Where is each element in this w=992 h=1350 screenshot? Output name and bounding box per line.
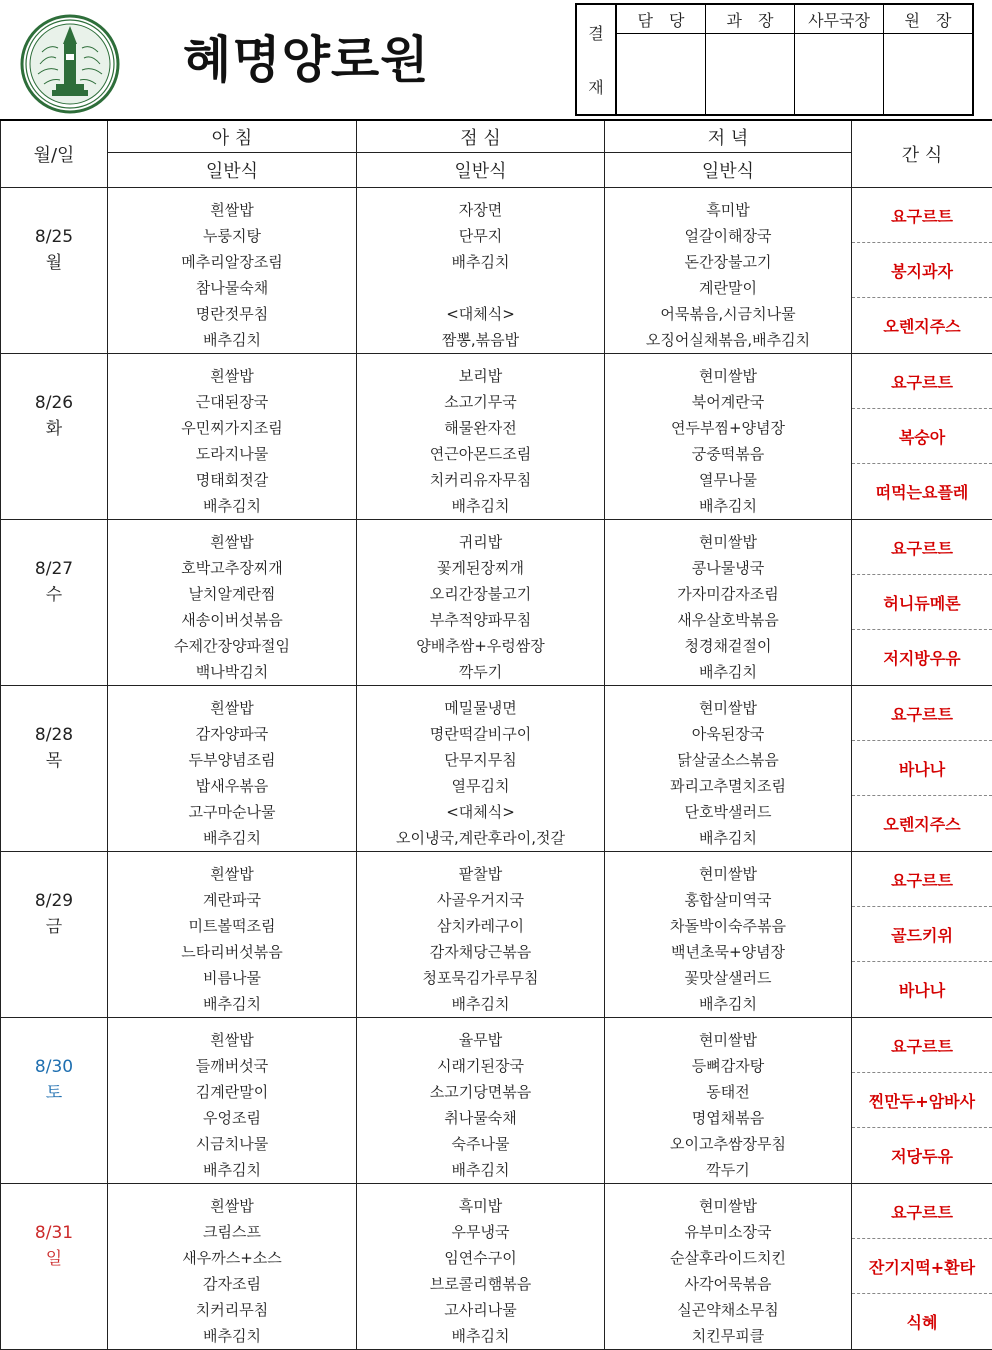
menu-item: 현미쌀밥 — [605, 1027, 851, 1053]
approval-role-manager: 과 장 — [706, 4, 795, 34]
snack-item: 요구르트 — [852, 852, 992, 907]
weekday-label: 금 — [1, 914, 107, 940]
menu-item: 오이고추쌈장무침 — [605, 1131, 851, 1157]
lunch-type: 일반식 — [357, 153, 605, 188]
menu-item: 가자미감자조림 — [605, 581, 851, 607]
menu-item: 근대된장국 — [108, 389, 356, 415]
menu-item: 소고기당면볶음 — [357, 1079, 604, 1105]
breakfast-cell — [108, 520, 357, 686]
lunch-cell — [357, 686, 605, 852]
menu-item: 수제간장양파절임 — [108, 633, 356, 659]
snack-item: 잔기지떡+환타 — [852, 1239, 992, 1294]
menu-item: 북어계란국 — [605, 389, 851, 415]
menu-item: 메추리알장조림 — [108, 249, 356, 275]
menu-item: 배추김치 — [357, 249, 604, 275]
menu-item: 치커리무침 — [108, 1297, 356, 1323]
weekday-label: 수 — [1, 582, 107, 608]
menu-item: 밥새우볶음 — [108, 773, 356, 799]
menu-item: 계란말이 — [605, 275, 851, 301]
menu-item: 차돌박이숙주볶음 — [605, 913, 851, 939]
date-cell — [1, 1018, 108, 1184]
menu-item: 배추김치 — [605, 493, 851, 519]
menu-item: 감자조림 — [108, 1271, 356, 1297]
date-label: 8/30 — [1, 1054, 107, 1080]
menu-item: 해물완자전 — [357, 415, 604, 441]
menu-item: 배추김치 — [605, 991, 851, 1017]
dinner-cell — [605, 686, 852, 852]
breakfast-type: 일반식 — [108, 153, 357, 188]
menu-item: 느타리버섯볶음 — [108, 939, 356, 965]
snack-cell — [852, 1018, 992, 1184]
menu-item: 청포묵김가루무침 — [357, 965, 604, 991]
dinner-cell — [605, 852, 852, 1018]
menu-item: 동태전 — [605, 1079, 851, 1105]
menu-item: <대체식> — [357, 799, 604, 825]
lunch-cell — [357, 520, 605, 686]
snack-item: 요구르트 — [852, 686, 992, 741]
menu-item: 단무지무침 — [357, 747, 604, 773]
menu-item: 흰쌀밥 — [108, 197, 356, 223]
date-cell — [1, 188, 108, 354]
menu-item: 자장면 — [357, 197, 604, 223]
weekday-label: 월 — [1, 250, 107, 276]
menu-item: 우민찌가지조림 — [108, 415, 356, 441]
menu-item: 흰쌀밥 — [108, 363, 356, 389]
menu-table — [0, 119, 992, 1350]
approval-box — [575, 3, 974, 116]
approval-sign-box[interactable] — [706, 34, 795, 116]
menu-item: 명태회젓갈 — [108, 467, 356, 493]
snack-item: 요구르트 — [852, 1018, 992, 1073]
snack-item: 저당두유 — [852, 1128, 992, 1182]
dinner-cell — [605, 1018, 852, 1184]
menu-item: 사각어묵볶음 — [605, 1271, 851, 1297]
day-row — [1, 354, 992, 520]
snack-cell — [852, 1184, 992, 1350]
date-label: 8/29 — [1, 888, 107, 914]
date-cell — [1, 686, 108, 852]
date-label: 8/27 — [1, 556, 107, 582]
lunch-cell — [357, 1018, 605, 1184]
menu-item: 부추적양파무침 — [357, 607, 604, 633]
menu-item: 숙주나물 — [357, 1131, 604, 1157]
menu-item: 두부양념조림 — [108, 747, 356, 773]
menu-item: 오리간장불고기 — [357, 581, 604, 607]
approval-role-director: 원 장 — [884, 4, 974, 34]
menu-item: 우무냉국 — [357, 1219, 604, 1245]
menu-item: 배추김치 — [605, 659, 851, 685]
menu-item: 흰쌀밥 — [108, 861, 356, 887]
header — [0, 0, 992, 120]
menu-item: 들깨버섯국 — [108, 1053, 356, 1079]
menu-item: 오이냉국,계란후라이,젓갈 — [357, 825, 604, 851]
date-label: 8/31 — [1, 1220, 107, 1246]
menu-item: 현미쌀밥 — [605, 861, 851, 887]
menu-item: 사골우거지국 — [357, 887, 604, 913]
menu-item: 명엽채볶음 — [605, 1105, 851, 1131]
dinner-cell — [605, 188, 852, 354]
menu-item: 현미쌀밥 — [605, 363, 851, 389]
menu-item: 김계란말이 — [108, 1079, 356, 1105]
menu-item: 시금치나물 — [108, 1131, 356, 1157]
menu-item: 비름나물 — [108, 965, 356, 991]
menu-body — [1, 188, 992, 1350]
menu-item: 단무지 — [357, 223, 604, 249]
menu-item: 깍두기 — [605, 1157, 851, 1183]
menu-item: 오징어실채볶음,배추김치 — [605, 327, 851, 353]
lunch-cell — [357, 188, 605, 354]
menu-item: 유부미소장국 — [605, 1219, 851, 1245]
dinner-cell — [605, 354, 852, 520]
lunch-cell — [357, 354, 605, 520]
menu-item: 짬뽕,볶음밥 — [357, 327, 604, 353]
menu-item: 도라지나물 — [108, 441, 356, 467]
menu-item: 배추김치 — [108, 493, 356, 519]
snack-item: 바나나 — [852, 962, 992, 1016]
approval-sign-box[interactable] — [795, 34, 884, 116]
menu-item: 배추김치 — [357, 1157, 604, 1183]
snack-item: 복숭아 — [852, 409, 992, 464]
menu-item: 흑미밥 — [605, 197, 851, 223]
snack-cell — [852, 354, 992, 520]
menu-item — [357, 275, 604, 301]
menu-item: 새우살호박볶음 — [605, 607, 851, 633]
breakfast-cell — [108, 188, 357, 354]
menu-item: 어묵볶음,시금치나물 — [605, 301, 851, 327]
snack-item: 저지방우유 — [852, 630, 992, 684]
snack-cell — [852, 188, 992, 354]
menu-item: 새우까스+소스 — [108, 1245, 356, 1271]
menu-item: 꽃맛살샐러드 — [605, 965, 851, 991]
approval-role-staff: 담 당 — [616, 4, 706, 34]
menu-item: 감자채당근볶음 — [357, 939, 604, 965]
lunch-header: 점 심 — [357, 120, 605, 153]
menu-item: 열무나물 — [605, 467, 851, 493]
snack-item: 요구르트 — [852, 1184, 992, 1239]
menu-item: 백나박김치 — [108, 659, 356, 685]
menu-item: 시래기된장국 — [357, 1053, 604, 1079]
menu-item: 소고기무국 — [357, 389, 604, 415]
snack-cell — [852, 520, 992, 686]
menu-item: 연두부찜+양념장 — [605, 415, 851, 441]
menu-item: 청경채겉절이 — [605, 633, 851, 659]
lunch-cell — [357, 852, 605, 1018]
snack-cell — [852, 852, 992, 1018]
snack-item: 오렌지주스 — [852, 298, 992, 352]
date-label: 8/28 — [1, 722, 107, 748]
snack-item: 떠먹는요플레 — [852, 464, 992, 518]
menu-item: 흑미밥 — [357, 1193, 604, 1219]
menu-item: 배추김치 — [357, 1323, 604, 1349]
menu-item: 콩나물냉국 — [605, 555, 851, 581]
menu-item: 닭살굴소스볶음 — [605, 747, 851, 773]
dinner-type: 일반식 — [605, 153, 852, 188]
menu-item: 꽃게된장찌개 — [357, 555, 604, 581]
menu-item: 임연수구이 — [357, 1245, 604, 1271]
menu-item: 명란떡갈비구이 — [357, 721, 604, 747]
menu-item: 배추김치 — [357, 991, 604, 1017]
emblem-icon — [20, 14, 120, 114]
menu-item: 치커리유자무침 — [357, 467, 604, 493]
menu-item: 고사리나물 — [357, 1297, 604, 1323]
menu-item: 배추김치 — [108, 991, 356, 1017]
menu-item: 보리밥 — [357, 363, 604, 389]
menu-item: 브로콜리햄볶음 — [357, 1271, 604, 1297]
menu-item: 흰쌀밥 — [108, 1027, 356, 1053]
approval-sign-box[interactable] — [616, 34, 706, 116]
menu-item: 미트볼떡조림 — [108, 913, 356, 939]
menu-item: 치킨무피클 — [605, 1323, 851, 1349]
snack-item: 바나나 — [852, 741, 992, 796]
menu-item: 열무김치 — [357, 773, 604, 799]
menu-item: 배추김치 — [108, 327, 356, 353]
date-label: 8/25 — [1, 224, 107, 250]
date-cell — [1, 354, 108, 520]
snack-cell — [852, 686, 992, 852]
menu-item: 배추김치 — [605, 825, 851, 851]
menu-item: 홍합살미역국 — [605, 887, 851, 913]
menu-item: 배추김치 — [108, 1157, 356, 1183]
snack-item: 골드키위 — [852, 907, 992, 962]
menu-item: 실곤약채소무침 — [605, 1297, 851, 1323]
approval-role-secretary: 사무국장 — [795, 4, 884, 34]
menu-item: 크림스프 — [108, 1219, 356, 1245]
day-row — [1, 1184, 992, 1350]
day-row — [1, 852, 992, 1018]
menu-item: 현미쌀밥 — [605, 1193, 851, 1219]
menu-item: 취나물숙채 — [357, 1105, 604, 1131]
weekday-label: 토 — [1, 1080, 107, 1106]
snack-item: 요구르트 — [852, 188, 992, 243]
menu-item: 연근아몬드조림 — [357, 441, 604, 467]
menu-item: 귀리밥 — [357, 529, 604, 555]
menu-item: 백년초묵+양념장 — [605, 939, 851, 965]
approval-side-label: 결 재 — [576, 4, 616, 115]
snack-item: 요구르트 — [852, 354, 992, 409]
day-row — [1, 1018, 992, 1184]
menu-item: 날치알계란찜 — [108, 581, 356, 607]
snack-item: 허니듀메론 — [852, 575, 992, 630]
menu-item: 우엉조림 — [108, 1105, 356, 1131]
menu-item: 계란파국 — [108, 887, 356, 913]
date-label: 8/26 — [1, 390, 107, 416]
breakfast-cell — [108, 852, 357, 1018]
menu-item: 누룽지탕 — [108, 223, 356, 249]
menu-item: 배추김치 — [357, 493, 604, 519]
approval-sign-box[interactable] — [884, 34, 974, 116]
snack-item: 봉지과자 — [852, 243, 992, 298]
menu-item: 감자양파국 — [108, 721, 356, 747]
weekday-label: 목 — [1, 748, 107, 774]
date-cell — [1, 520, 108, 686]
menu-item: 새송이버섯볶음 — [108, 607, 356, 633]
menu-item: 율무밥 — [357, 1027, 604, 1053]
menu-item: 배추김치 — [108, 825, 356, 851]
menu-item: 순살후라이드치킨 — [605, 1245, 851, 1271]
menu-item: 얼갈이해장국 — [605, 223, 851, 249]
menu-item: <대체식> — [357, 301, 604, 327]
lunch-cell — [357, 1184, 605, 1350]
menu-item: 현미쌀밥 — [605, 529, 851, 555]
breakfast-cell — [108, 354, 357, 520]
menu-item: 흰쌀밥 — [108, 529, 356, 555]
menu-item: 꽈리고추멸치조림 — [605, 773, 851, 799]
weekday-label: 일 — [1, 1246, 107, 1272]
menu-item: 흰쌀밥 — [108, 695, 356, 721]
day-row — [1, 520, 992, 686]
menu-item: 돈간장불고기 — [605, 249, 851, 275]
weekday-label: 화 — [1, 416, 107, 442]
menu-item: 팥찰밥 — [357, 861, 604, 887]
date-cell — [1, 1184, 108, 1350]
snack-item: 요구르트 — [852, 520, 992, 575]
page-title: 혜명양로원 — [183, 28, 430, 92]
menu-item: 고구마순나물 — [108, 799, 356, 825]
menu-item: 아욱된장국 — [605, 721, 851, 747]
dinner-cell — [605, 520, 852, 686]
menu-item: 참나물숙채 — [108, 275, 356, 301]
menu-item: 현미쌀밥 — [605, 695, 851, 721]
breakfast-cell — [108, 1018, 357, 1184]
breakfast-cell — [108, 686, 357, 852]
breakfast-header: 아 침 — [108, 120, 357, 153]
menu-item: 명란젓무침 — [108, 301, 356, 327]
menu-item: 메밀물냉면 — [357, 695, 604, 721]
snack-item: 찐만두+암바사 — [852, 1073, 992, 1128]
menu-item: 호박고추장찌개 — [108, 555, 356, 581]
day-row — [1, 188, 992, 354]
menu-item: 깍두기 — [357, 659, 604, 685]
snack-item: 오렌지주스 — [852, 796, 992, 850]
day-row — [1, 686, 992, 852]
menu-item: 양배추쌈+우렁쌈장 — [357, 633, 604, 659]
breakfast-cell — [108, 1184, 357, 1350]
menu-item: 삼치카레구이 — [357, 913, 604, 939]
menu-item: 흰쌀밥 — [108, 1193, 356, 1219]
menu-item: 배추김치 — [108, 1323, 356, 1349]
dinner-cell — [605, 1184, 852, 1350]
date-cell — [1, 852, 108, 1018]
snack-header: 간 식 — [852, 120, 992, 188]
menu-item: 궁중떡볶음 — [605, 441, 851, 467]
snack-item: 식혜 — [852, 1294, 992, 1348]
menu-item: 단호박샐러드 — [605, 799, 851, 825]
dinner-header: 저 녁 — [605, 120, 852, 153]
menu-item: 등뼈감자탕 — [605, 1053, 851, 1079]
date-column-header: 월/일 — [1, 120, 108, 188]
